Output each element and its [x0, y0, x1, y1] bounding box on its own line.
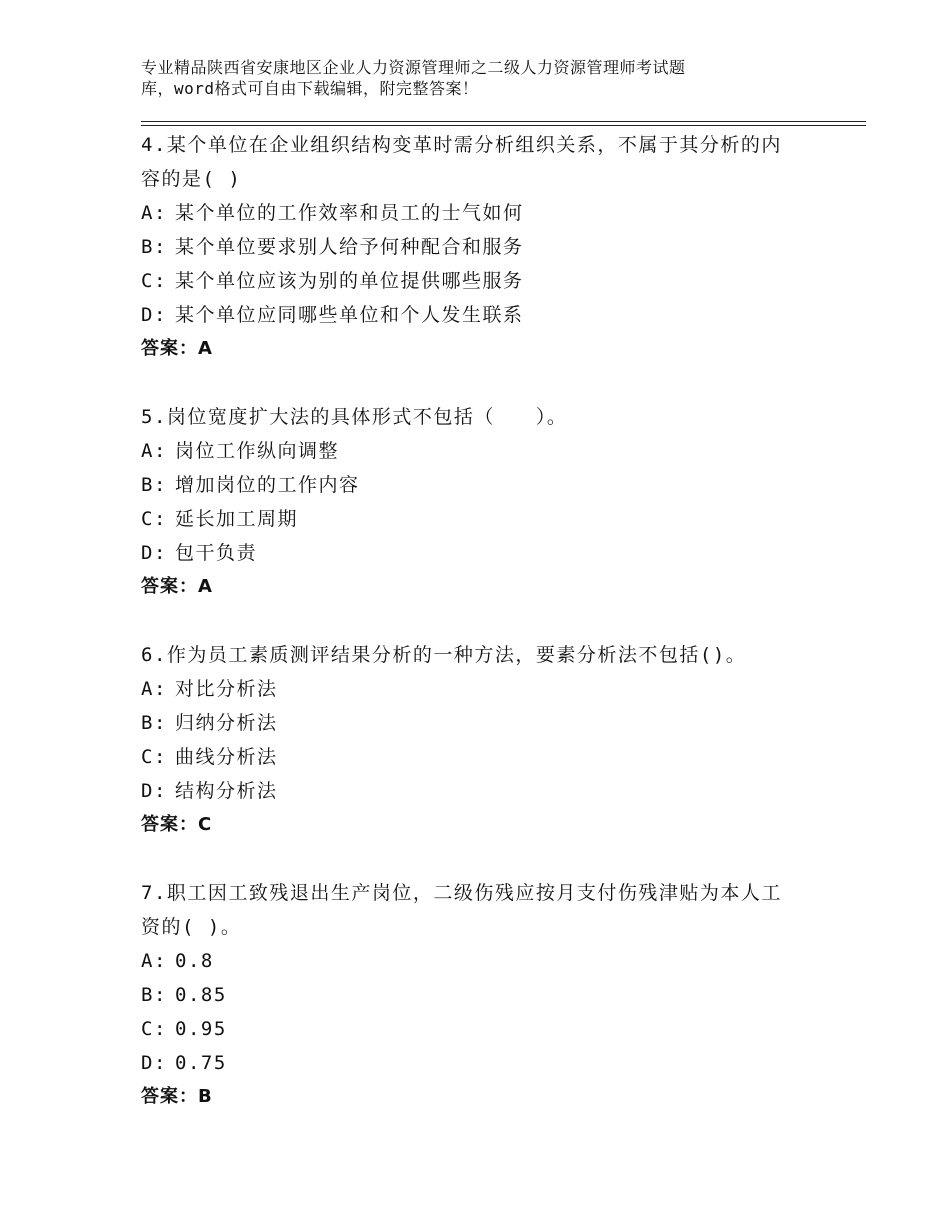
option-b — [141, 468, 841, 502]
option-letter: D: — [141, 780, 167, 802]
option-a — [141, 672, 841, 706]
option-c — [141, 1012, 841, 1046]
option-letter: A: — [141, 950, 167, 972]
option-text: 延长加工周期 — [175, 508, 299, 530]
option-letter: C: — [141, 508, 167, 530]
option-letter: A: — [141, 678, 167, 700]
answer-line: 答案：A — [141, 338, 213, 359]
option-c — [141, 502, 841, 536]
option-letter: C: — [141, 1018, 167, 1040]
option-letter: B: — [141, 236, 167, 258]
question-stem: 5.岗位宽度扩大法的具体形式不包括（ ）。 — [141, 406, 568, 428]
question-stem: 4.某个单位在企业组织结构变革时需分析组织关系，不属于其分析的内容的是( ) — [141, 134, 782, 190]
option-c — [141, 264, 841, 298]
option-text: 0.75 — [175, 1052, 227, 1074]
question-7 — [141, 876, 841, 1114]
header-line-1: 专业精品陕西省安康地区企业人力资源管理师之二级人力资源管理师考试题 — [141, 58, 686, 77]
header-divider-bottom — [141, 125, 866, 126]
option-text: 0.85 — [175, 984, 227, 1006]
option-text: 某个单位应该为别的单位提供哪些服务 — [175, 270, 524, 292]
option-d — [141, 774, 841, 808]
header-divider-top — [141, 121, 866, 122]
option-d — [141, 1046, 841, 1080]
header-line-2: 库，word格式可自由下载编辑，附完整答案！ — [141, 79, 479, 98]
question-stem: 6.作为员工素质测评结果分析的一种方法，要素分析法不包括()。 — [141, 644, 747, 666]
option-letter: B: — [141, 984, 167, 1006]
option-d — [141, 536, 841, 570]
question-4 — [141, 128, 841, 366]
question-6 — [141, 638, 841, 842]
option-a — [141, 434, 841, 468]
option-text: 曲线分析法 — [175, 746, 278, 768]
option-b — [141, 706, 841, 740]
question-list — [141, 128, 841, 1148]
option-text: 包干负责 — [175, 542, 258, 564]
option-letter: A: — [141, 440, 167, 462]
option-text: 0.8 — [175, 950, 214, 972]
question-stem: 7.职工因工致残退出生产岗位，二级伤残应按月支付伤残津贴为本人工资的( )。 — [141, 882, 782, 938]
option-letter: D: — [141, 304, 167, 326]
option-text: 归纳分析法 — [175, 712, 278, 734]
option-letter: C: — [141, 746, 167, 768]
option-text: 0.95 — [175, 1018, 227, 1040]
option-text: 增加岗位的工作内容 — [175, 474, 360, 496]
option-d — [141, 298, 841, 332]
option-a — [141, 944, 841, 978]
option-text: 结构分析法 — [175, 780, 278, 802]
document-header — [141, 57, 841, 99]
option-letter: B: — [141, 712, 167, 734]
option-a — [141, 196, 841, 230]
option-letter: D: — [141, 542, 167, 564]
answer-line: 答案：A — [141, 576, 213, 597]
option-letter: A: — [141, 202, 167, 224]
answer-line: 答案：C — [141, 814, 213, 835]
option-text: 对比分析法 — [175, 678, 278, 700]
question-5 — [141, 400, 841, 604]
option-text: 某个单位的工作效率和员工的士气如何 — [175, 202, 524, 224]
option-b — [141, 978, 841, 1012]
option-b — [141, 230, 841, 264]
option-letter: D: — [141, 1052, 167, 1074]
option-letter: C: — [141, 270, 167, 292]
option-text: 某个单位要求别人给予何种配合和服务 — [175, 236, 524, 258]
answer-line: 答案：B — [141, 1086, 213, 1107]
option-text: 某个单位应同哪些单位和个人发生联系 — [175, 304, 524, 326]
option-letter: B: — [141, 474, 167, 496]
option-text: 岗位工作纵向调整 — [175, 440, 340, 462]
option-c — [141, 740, 841, 774]
